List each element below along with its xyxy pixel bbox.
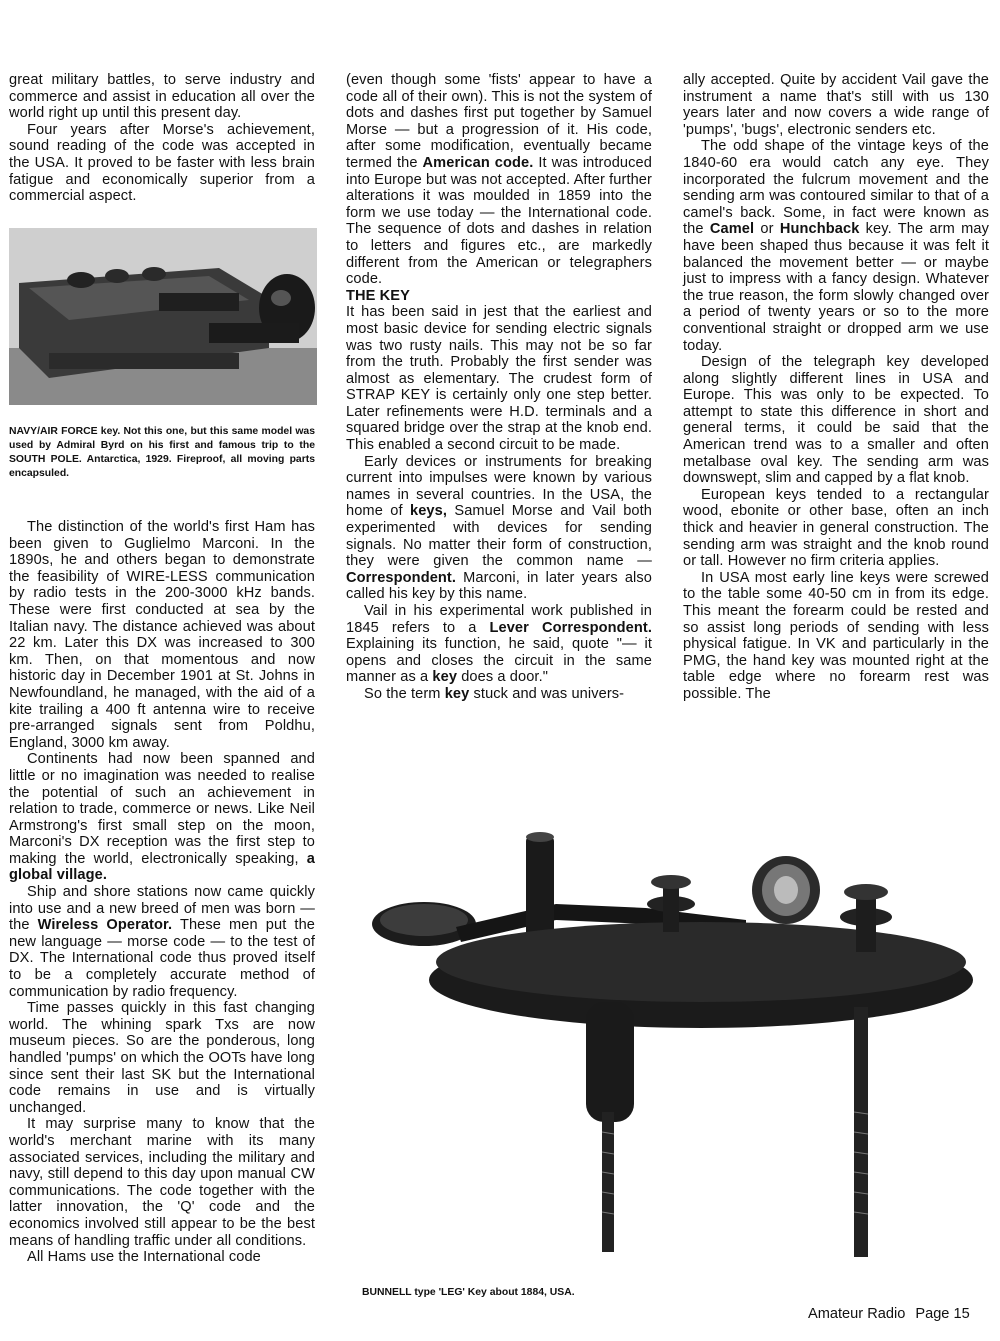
bunnell-key-photo [346, 812, 976, 1272]
magazine-name: Amateur Radio [808, 1306, 906, 1322]
text-run: It was introduced into Europe but was not accepted. After further alterations it was moulded in 1859 into the form we use today — the International code. The sequence of dots and dashes in relation to letters and figures etc., are markedly different from the American or telegraphers code. [346, 154, 652, 288]
text-run: Early devices or instruments for breaking current into impulses were known by various names in several countries. In the USA, the home of [346, 453, 652, 520]
photo-caption: NAVY/AIR FORCE key. Not this one, but this same model was used by Admiral Byrd on his first and famous trip to the SOUTH POLE. Antarctica, 1929. Fireproof, all moving parts encapsuled. [9, 426, 315, 479]
paragraph: great military battles, to serve industry and commerce and assist in education all over the world right up until this present day. [9, 72, 315, 122]
text-run: (even though some 'fists' appear to have a code all of their own). This is not the system of dots and dashes first put together by Samuel Morse — but a progression of it. His code, after some modification, eventually became termed the [346, 72, 652, 171]
bold-term: Wireless Operator. [37, 917, 173, 934]
text-run: does a door." [457, 669, 549, 686]
paragraph: Time passes quickly in this fast changing world. The whining spark Txs are now museum pieces. So are the ponderous, long handled 'pumps' on which the OOTs have long since sent their last SK but the International code remains in use and is virtually unchanged. [9, 1000, 315, 1116]
text-run: or [754, 221, 780, 238]
text-run: Vail in his experimental work published in 1845 refers to a [346, 603, 652, 636]
paragraph: In USA most early line keys were screwed to the table some 40-50 cm in from its edge. This meant the forearm could be rested and so assist long periods of sending with less physical fatigue. In VK and particularly in the PMG, the hand key was mounted right at the table edge where no forearm rest was possible. The [683, 569, 989, 702]
navy-key-illustration [9, 228, 317, 405]
paragraph: The distinction of the world's first Ham has been given to Guglielmo Marconi. In the 1890s, he and others began to demonstrate the feasibility of WIRE-LESS communication by radio tests in the 200-3000 kHz bands. These were first conducted at sea by the Italian navy. The distance achieved was about 22 km. Later this DX was increased to 300 km. Then, on that momentous and now historic day in December 1901 at St. Johns in Newfoundland, he managed, with the aid of a kite trailing a 400 ft antenna wire to receive pre-arranged signals sent from Poldhu, England, 3000 km away. [9, 519, 315, 751]
column-1-bottom [9, 519, 315, 1266]
text-run: So the term [364, 685, 445, 702]
text-run: Explaining its function, he said, quote "— it opens and closes the circuit in the same manner as a [346, 636, 652, 686]
bold-term: Correspondent. [346, 569, 457, 586]
paragraph [346, 686, 652, 703]
navy-key-photo [9, 228, 317, 405]
text-run: stuck and was univers- [469, 685, 625, 702]
paragraph: It has been said in jest that the earliest and most basic device for sending electric signals was two rusty nails. This may not be so far from the truth. Probably the first sender was almost as elementary. The crudest form of STRAP KEY is certainly only one step better. Later refinements were H.D. terminals and a squared bridge over the strap at the knob end. This enabled a second circuit to be made. [346, 304, 652, 454]
bold-term: key [444, 685, 470, 702]
paragraph: European keys tended to a rectangular wood, ebonite or other base, often an inch thick and heavier in general construction. The sending arm was straight and the knob round or tall. However no firm criteria applies. [683, 486, 989, 570]
text-run: The odd shape of the vintage keys of the 1840-60 era would catch any eye. They incorporated the fulcrum movement and the sending arm was contoured similar to that of a camel's back. Some, in fact were known as the [683, 138, 989, 238]
paragraph [346, 603, 652, 686]
bunnell-key-illustration [346, 812, 976, 1272]
paragraph [9, 884, 315, 1000]
paragraph: All Hams use the International code [27, 1249, 261, 1266]
bold-term: Lever Correspondent. [489, 619, 652, 636]
bold-term: a global village. [9, 850, 315, 884]
text-run: Marconi, in later years also called his key by this name. [346, 569, 652, 603]
bold-term: key [432, 669, 458, 686]
text-run: These men put the new language — morse code — to the test of DX. The International code thus proved itself to be a completely accurate method of communication by radio frequency. [9, 917, 316, 1000]
paragraph [683, 138, 989, 354]
bold-term: keys, [409, 503, 448, 520]
paragraph [346, 454, 652, 603]
page-number: Page 15 [915, 1306, 970, 1322]
column-3 [683, 72, 989, 703]
page-footer [808, 1306, 970, 1322]
paragraph [346, 72, 652, 288]
bold-term: Camel [709, 221, 755, 238]
bold-term: Hunchback [779, 221, 860, 238]
section-heading: THE KEY [346, 287, 410, 304]
paragraph: Design of the telegraph key developed along slightly different lines in USA and Europe. This was only to be expected. To attempt to state this difference in short and general terms, it could be said that the American trend was to a smaller and often metalbase oval key. The sending arm was downswept, slim and capped by a flat knob. [683, 354, 989, 487]
text-run: Continents had now been spanned and little or no imagination was needed to realise the potential of such an achievement in relation to trade, commerce or news. Like Neil Armstrong's first small step on the moon, Marconi's DX reception was the first step to making the world, electronically speaking, [9, 751, 315, 867]
paragraph [9, 751, 315, 884]
text-run: key. The arm may have been shaped thus because it was felt it balanced the movement better — or maybe just to impress with a fancy design. Whatever the true reason, the form slowly changed over a period of twenty years or so to the more conventional straight or dropped arm we use today. [683, 221, 989, 354]
column-2 [346, 72, 652, 703]
bold-term: American code. [422, 154, 534, 171]
text-run: Ship and shore stations now came quickly into use and a new breed of men was born — the [9, 884, 315, 934]
paragraph: It may surprise many to know that the world's merchant marine with its many associated services, including the military and navy, still depend to this day upon manual CW communications. The code together with the latter innovation, the 'Q' code and the economics involved still appear to be the best means of handling traffic under all conditions. [9, 1116, 315, 1249]
column-1-top [9, 72, 315, 205]
paragraph: Four years after Morse's achievement, sound reading of the code was accepted in the USA. It proved to be faster with less brain fatigue and economically superior from a commercial aspect. [9, 121, 315, 205]
photo-caption: BUNNELL type 'LEG' Key about 1884, USA. [362, 1287, 575, 1298]
text-run: Samuel Morse and Vail both experimented with devices for sending signals. No matter their form of construction, they were given the common name — [346, 503, 652, 570]
paragraph: ally accepted. Quite by accident Vail gave the instrument a name that's still with us 130 years later and now covers a wide range of 'pumps', 'bugs', electronic senders etc. [683, 72, 989, 138]
